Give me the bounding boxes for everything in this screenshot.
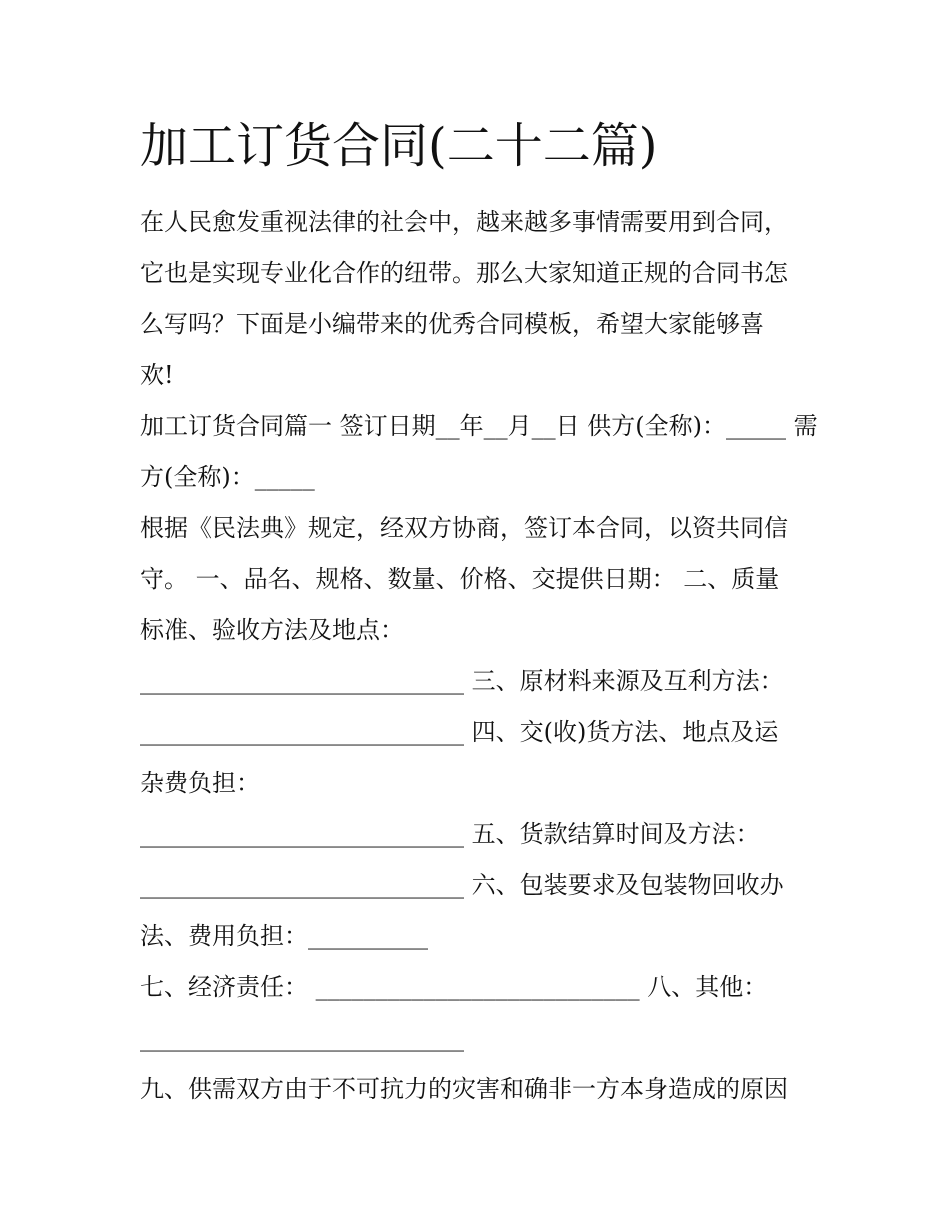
body-line: 七、经济责任： ___________________________ 八、其他：	[140, 973, 768, 1001]
body-line: 标准、验收方法及地点：	[140, 616, 404, 644]
body-line: 守。 一、品名、规格、数量、价格、交提供日期： 二、质量	[140, 565, 780, 593]
body-line: 杂费负担：	[140, 769, 260, 797]
body-line: ___________________________ 六、包装要求及包装物回收办	[140, 871, 784, 899]
body-line: 在人民愈发重视法律的社会中，越来越多事情需要用到合同，	[140, 208, 788, 236]
body-line: ___________________________ 四、交(收)货方法、地点及运	[140, 718, 779, 746]
body-line: 方(全称)：_____	[140, 463, 315, 491]
body-line: 法、费用负担：__________	[140, 922, 428, 950]
body-line: ___________________________	[140, 1024, 464, 1052]
body-line: 加工订货合同篇一 签订日期__年__月__日 供方(全称)：_____ 需	[140, 412, 818, 440]
body-line: 九、供需双方由于不可抗力的灾害和确非一方本身造成的原因	[140, 1075, 788, 1103]
document-title: 加工订货合同(二十二篇)	[140, 118, 658, 174]
body-line: 欢!	[140, 361, 174, 389]
body-line: 么写吗？下面是小编带来的优秀合同模板，希望大家能够喜	[140, 310, 764, 338]
body-line: 根据《民法典》规定，经双方协商，签订本合同，以资共同信	[140, 514, 788, 542]
body-line: ___________________________ 五、货款结算时间及方法：	[140, 820, 760, 848]
body-line: 它也是实现专业化合作的纽带。那么大家知道正规的合同书怎	[140, 259, 788, 287]
document-body	[140, 197, 818, 1115]
body-line: ___________________________ 三、原材料来源及互利方法：	[140, 667, 784, 695]
